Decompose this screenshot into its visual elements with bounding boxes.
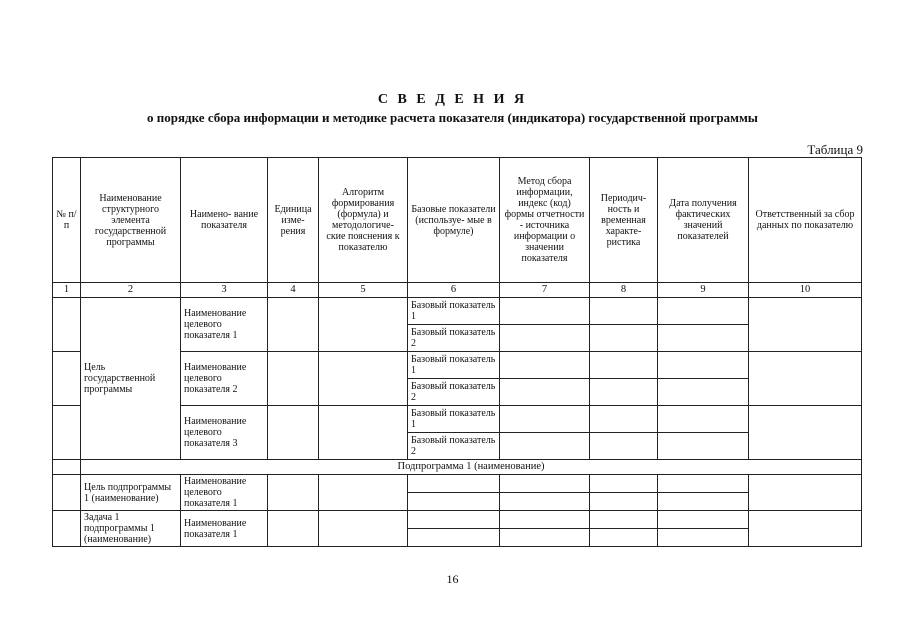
table-label: Таблица 9 [807,142,863,157]
base-indicator-cell: Базовый показатель 1 [408,406,500,433]
base-indicator-cell: Базовый показатель 1 [408,298,500,325]
table-header-row [53,158,862,283]
indicator-name-cell: Наименование показателя 1 [181,511,268,547]
subprogram-title: Подпрограмма 1 (наименование) [81,460,862,475]
subprogram-element-cell: Задача 1 подпрограммы 1 (наименование) [81,511,181,547]
column-number: 6 [408,283,500,298]
column-header: Ответственный за сбор данных по показателю [749,158,862,283]
column-header: Базовые показатели (используе- мые в формуле) [408,158,500,283]
column-number: 9 [658,283,749,298]
table-row [53,475,862,493]
column-number-row [53,283,862,298]
column-header: Алгоритм формирования (формула) и методологиче- ские пояснения к показателю [319,158,408,283]
indicator-name-cell: Наименование целевого показателя 1 [181,298,268,352]
column-header: Единица изме- рения [268,158,319,283]
subprogram-row [53,460,862,475]
document-subtitle: о порядке сбора информации и методике расчета показателя (индикатора) государственной программы [147,110,758,125]
indicator-name-cell: Наименование целевого показателя 2 [181,352,268,406]
page-number: 16 [446,572,459,586]
column-number: 1 [53,283,81,298]
column-number: 2 [81,283,181,298]
column-header: Метод сбора информации, индекс (код) формы отчетности - источника информации о значении показателя [500,158,590,283]
base-indicator-cell: Базовый показатель 1 [408,352,500,379]
column-header: Периодич- ность и временная характе- ристика [590,158,658,283]
subprogram-element-cell: Цель подпрограммы 1 (наименование) [81,475,181,511]
table-row [53,511,862,529]
column-header: Дата получения фактических значений показателей [658,158,749,283]
indicator-name-cell: Наименование целевого показателя 1 [181,475,268,511]
column-number: 8 [590,283,658,298]
column-header: № п/п [53,158,81,283]
column-header: Наименование структурного элемента государственной программы [81,158,181,283]
table-row [53,298,862,325]
base-indicator-cell: Базовый показатель 2 [408,379,500,406]
column-number: 5 [319,283,408,298]
base-indicator-cell: Базовый показатель 2 [408,433,500,460]
column-header: Наимено- вание показателя [181,158,268,283]
goal-element-cell: Цель государственной программы [81,298,181,460]
document-title: С В Е Д Е Н И Я [377,92,528,107]
indicator-name-cell: Наименование целевого показателя 3 [181,406,268,460]
column-number: 3 [181,283,268,298]
column-number: 7 [500,283,590,298]
column-number: 10 [749,283,862,298]
indicators-table [52,157,862,547]
base-indicator-cell: Базовый показатель 2 [408,325,500,352]
column-number: 4 [268,283,319,298]
